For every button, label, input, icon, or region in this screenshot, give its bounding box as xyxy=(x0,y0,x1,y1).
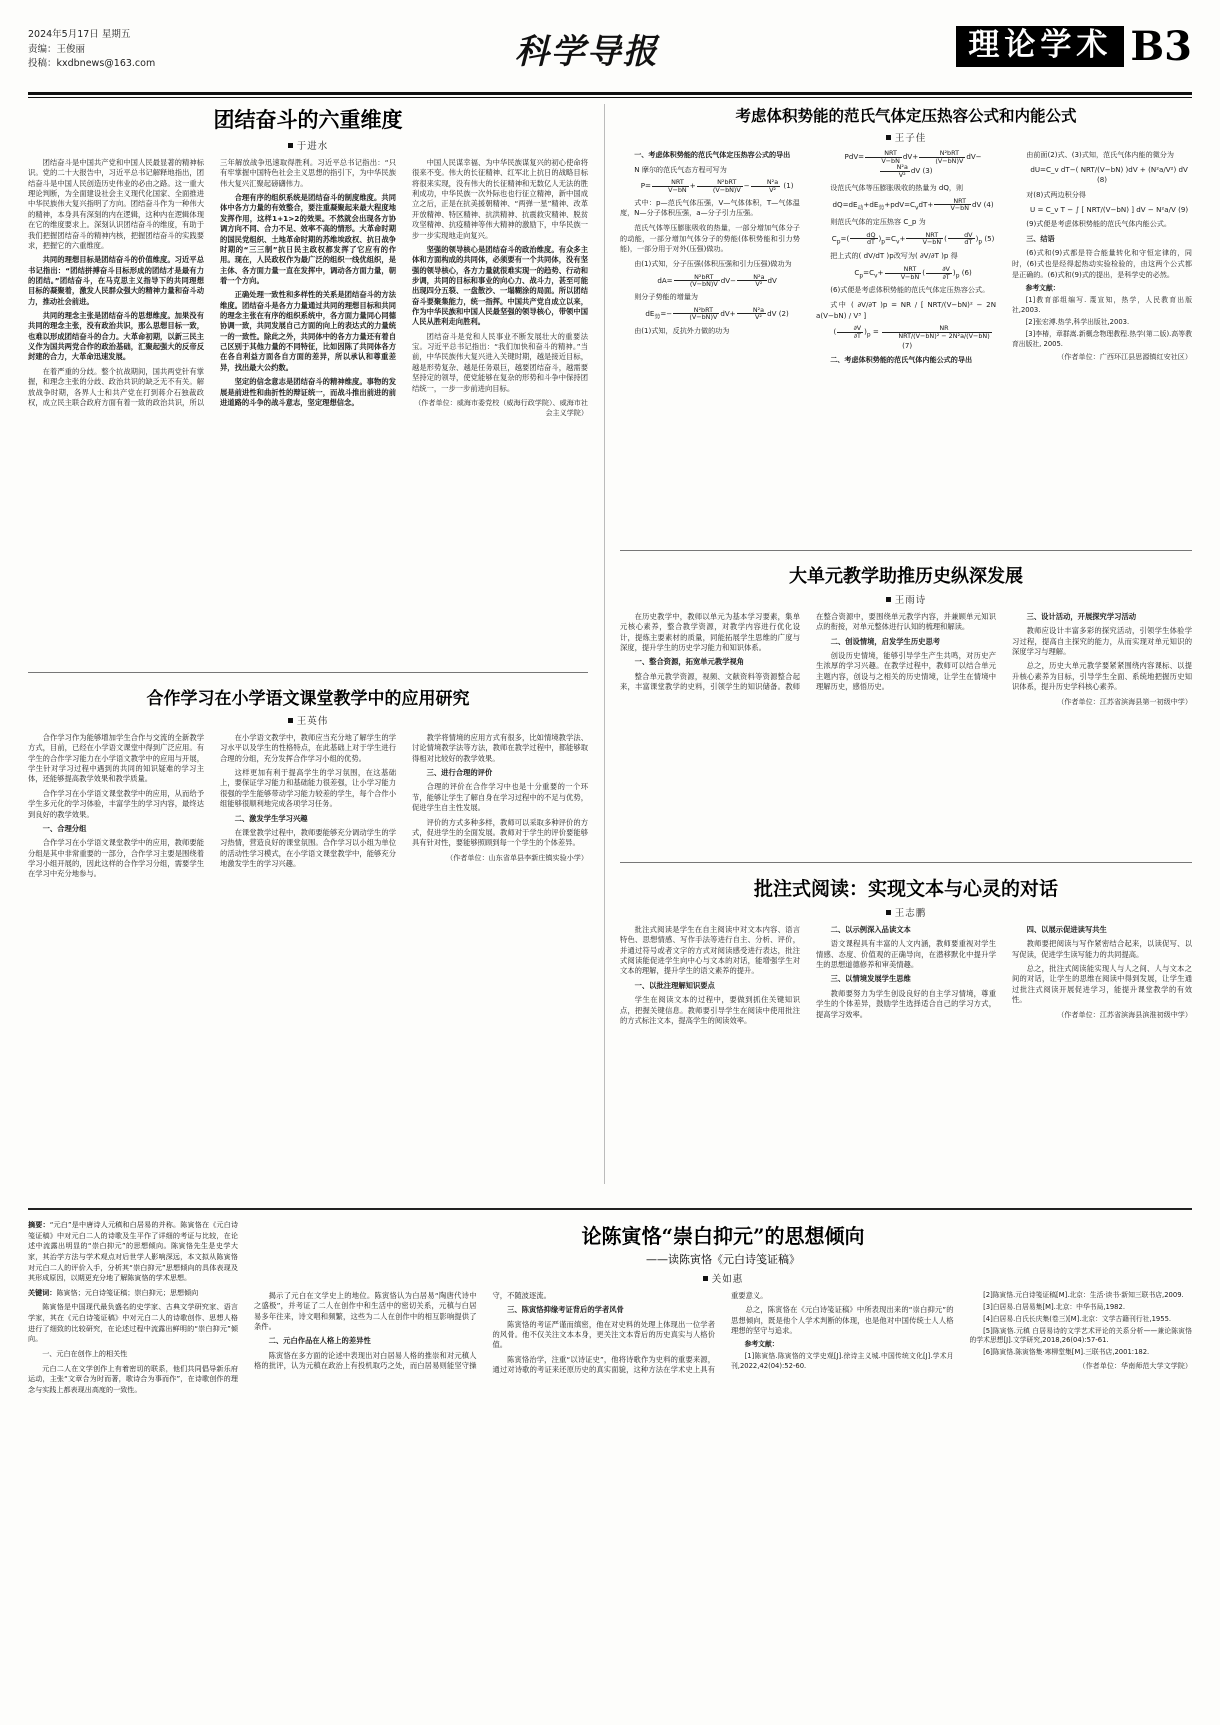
article-title: 考虑体积势能的范氏气体定压热容公式和内能公式 xyxy=(735,106,1077,125)
article-byline: 王志鹏 xyxy=(620,905,1192,919)
references: 参考文献： [1]教育部组编写. 蔑宣知，热学，人民教育出版社,2003. [2]张宏溥.热学,科学出版社,2003. [3]李椿，章群嵩.新概念物理教程.热学(第二版).高等教育出版社, 2005. xyxy=(1012,284,1192,348)
article-body: 批注式阅读是学生在自主阅读中对文本内容、语言特色、思想情感、写作手法等进行自主、分析、评价，并通过符号或者文字的方式对阅读感受进行表达，批注式阅读能促进学生向中心与文本的对话，能增强学生对文本的理解，提升学生的语文素养的提升。 一、以批注理解知识要点 学生在阅读文本的过程中，要做到抓住关键知识点，把握关键信息。教师要引导学生在阅读中使用批注的方式标注文本，提高学生的阅读效率。 二、以示例深入品读文本 语文课程具有丰富的人文内涵，教师要重视对学生情感、态度、价值观的正确导向，在潜移默化中提升学生的思想道德修养和审美情趣。 三、以情境发展学生思维 教师要努力为学生创设良好的自主学习情境，尊重学生的个体差异，鼓励学生选择适合自己的学习方式，提高学习效率。 四、以展示促进读写共生 教师要把阅读与写作紧密结合起来，以读促写、以写促读，促进学生读写能力的共同提高。 总之，批注式阅读能实现人与人之间、人与文本之间的对话，让学生的思维在阅读中得到发展，让学生通过批注式阅读开展促进学习，能提升课堂教学的有效性。 （作者单位：江苏省滨海县滨淮初级中学） xyxy=(620,925,1192,1025)
article-title: 大单元教学助推历史纵深发展 xyxy=(789,566,1023,587)
article-title: 团结奋斗的六重维度 xyxy=(213,107,403,132)
divider-a4-a5 xyxy=(620,862,1192,863)
equation-1: P= $\frac{\text{NRT}}{V-bN}$ + $\frac{\text{N²bRT}}{(V-bN)V}$ − $\frac{\text{N²a}}{\text{V²}}$ (1) xyxy=(640,178,794,194)
article-byline: 于进水 xyxy=(28,138,588,152)
article-pizhu-yuedu xyxy=(620,874,1192,1185)
article-title: 批注式阅读：实现文本与心灵的对话 xyxy=(753,878,1058,900)
equation-9: dU=C_v dT−( NRT/(V−bN) )dV + (N²a/V²) dV (8) xyxy=(1030,164,1188,185)
equation-5: $dQ=dE_动+dE_势+pdV=C_vdT+$ $\frac{\text{NRT}}{V-bN}$ dV (4) xyxy=(832,196,994,213)
equation-2: dA= $\frac{\text{N²bRT}}{(V-bN)V}$ dV− $\frac{\text{N²a}}{\text{V²}}$ dV xyxy=(657,272,777,289)
article-chen-yinke xyxy=(28,1220,1192,1711)
divider-a3-a4 xyxy=(620,550,1192,551)
article-body: 在历史教学中，教师以单元为基本学习要素，集单元核心素养，整合教学资源，对教学内容进行优化设计，提炼主要素材的质量，同能拓展学生思维的广度与深度，提升学生的历史学习能力和知识体系。 一、整合资源，拓宽单元教学视角 整合单元教学资源，视频、文献资料等资源整合起来，丰富课堂教学的史料，引领学生的知识储备。教师在整合资源中，要围绕单元教学内容，并兼顾单元知识点的衔接，对单元整体进行认知的梳理和解读。 二、创设情境，启发学生历史思考 创设历史情境，能够引导学生产生共鸣，对历史产生浓厚的学习兴趣。在教学过程中，教师可以结合单元主题内容，创设与之相关的历史情境，让学生在情境中理解历史，感悟历史。 三、设计活动，开展探究学习活动 教师应设计丰富多彩的探究活动，引领学生体验学习过程，提高自主探究的能力，从而实现对单元知识的深度学习与理解。 总之，历史大单元教学要紧紧围绕内容课标、以提升核心素养为目标，引导学生全面、系统地把握历史知识体系，提升历史学科核心素养。 （作者单位：江苏省滨海县第一初级中学） xyxy=(620,612,1192,706)
article-byline: 王雨诗 xyxy=(620,592,1192,606)
article-dadanyuan xyxy=(620,562,1192,852)
equation-4: PdV= $\frac{\text{NRT}}{V-bN}$ dV+ $\frac{\text{N²bRT}}{(V-bN)V}$ dV− $\frac{\text{N²a}}{\text{V²}}$ dV (3) xyxy=(844,149,982,180)
masthead-info xyxy=(28,26,155,72)
section-header xyxy=(956,22,1192,70)
article-body: 一、考虑体积势能的范氏气体定压热容公式的导出 N 摩尔的范氏气态方程可写为 P= $\frac{\text{NRT}}{V-bN}$ + $\frac{\text{N²bRT}}{(V-bN)V}$ − $\frac{\text{N²a}}{\text{V²}}$ (1) 式中：p—范氏气体压强，V—气体体积，T—气体温度，N—分子体积压强，a—分子引力压强。 范氏气体等压膨胀吸收的热量，一部分增加气体分子的动能，一部分增加气体分子的势能(体积势能和引力势能)，一部分用于对外(压强)做功。 由(1)式知，分子压强(体积压强和引力压强)做功为 dA= $\frac{\text{N²bRT}}{(V-bN)V}$ dV− $\frac{\text{N²a}}{\text{V²}}$ dV 则分子势能的增量为 $dE_势=-$ $\frac{\text{N²bRT}}{(V-bN)V}$ dV+ $\frac{\text{N²a}}{\text{V²}}$ dV (2) 由(1)式知，反抗外力做的功为 PdV= $\frac{\text{NRT}}{V-bN}$ dV+ $\frac{\text{N²bRT}}{(V-bN)V}$ dV− $\frac{\text{N²a}}{\text{V²}}$ dV (3) 设范氏气体等压膨胀吸收的热量为 dQ，则 $dQ=dE_动+dE_势+pdV=C_vdT+$ $\frac{\text{NRT}}{V-bN}$ dV (4) 则范氏气体的定压热容 C_p 为 $C_p=$( $\frac{dQ}{dT}$ )$_p=C_v+$ $\frac{\text{NRT}}{V-bN}$ ( $\frac{dV}{dT}$ )$_p$ (5) 把上式的( dV/dT )p改写为( ∂V/∂T )p 得 $C_p=C_v+$ $\frac{\text{NRT}}{V-bN}$ ( $\frac{\partial V}{\partial T}$ )$_p$ (6) (6)式便是考虑体积势能的范氏气体定压热容公式。 式中 ( ∂V/∂T )p = NR / [ NRT/(V−bN)² − 2N a(V−bN) / V³ ] ( $\frac{\partial V}{\partial T}$ )$_p$ = $\frac{NR}{\text{NRT/(V−bN)² − 2N²a/(V−bN)}}$ (7) 二、考虑体积势能的范氏气体内能公式的导出 由前面(2)式、(3)式知，范氏气体内能的微分为 dU=C_v dT−( NRT/(V−bN) )dV + (N²a/V²) dV (8) 对(8)式两边积分得 U = C_v T − ∫ [ NRT/(V−bN) ] dV − N²a/V (9) (9)式便是考虑体积势能的范氏气体内能公式。 三、结语 (6)式和(9)式都是符合能量转化和守恒定律的，同时，(6)式也是经得起热动实验检验的，由这两个公式都是正确的。(6)式和(9)式的提出，是科学史的必然。 参考文献： [1]教育部组编写. 蔑宣知，热学，人民教育出版社,2003. [2]张宏溥.热学,科学出版社,2003. [3]李椿，章群嵩.新概念物理教程.热学(第二版).高等教育出版社, 2005. （作者单位：广西环江县思源镇红安社区） xyxy=(620,149,1192,365)
equation-6: $C_p=$( $\frac{dQ}{dT}$ )$_p=C_v+$ $\frac{\text{NRT}}{V-bN}$ ( $\frac{dV}{dT}$ )$_p$ (5) xyxy=(831,230,995,247)
article-byline: 王英伟 xyxy=(28,713,588,727)
equation-3: $dE_势=-$ $\frac{\text{N²bRT}}{(V-bN)V}$ dV+ $\frac{\text{N²a}}{\text{V²}}$ dV (2) xyxy=(645,305,789,322)
article-fanshi-qiti xyxy=(620,104,1192,550)
submission-email: 投稿：kxdbnews@163.com xyxy=(28,58,156,70)
section-badge: 理论学术 xyxy=(956,26,1124,67)
article-hezuo-xuexi xyxy=(28,684,588,1203)
article-signature: （作者单位：江苏省滨海县第一初级中学） xyxy=(1057,696,1192,706)
abstract-text: 摘要：“元白”是中唐诗人元稹和白居易的并称。陈寅恪在《元白诗笺证稿》中对元白二人的诗歌及生平作了详细的考证与比较，在论述中流露出明显的“崇白抑元”的思想倾向。陈寅恪先生是史学大家，其治学方法与学术观点对后世学人影响深远，本文拟从陈寅恪对元白二人的评价入手，分析其“崇白抑元”思想倾向的具体表现及其形成原因，以期更充分地了解陈寅恪的学术思想。 xyxy=(28,1220,238,1283)
article-body: 团结奋斗是中国共产党和中国人民最显著的精神标识。党的二十大报告中，习近平总书记解释地指出，团结奋斗是中国人民创造历史伟业的必由之路。这一重大理论判断，为全面建设社会主义现代化国家、全面推进中华民族伟大复兴指明了方向。团结奋斗作为一种伟大的精神，本身具有深刻的内在逻辑，这种内在逻辑体现在它的维度要求上。深刻认识团结奋斗的维度，有助于我们把握团结奋斗的精神内核，把握团结奋斗的实践要求，把握它的六重维度。 共同的理想目标是团结奋斗的价值维度。习近平总书记指出：“团结拼搏奋斗目标形成的团结才是最有力的团结。”团结奋斗，在马克思主义指导下的共同理想目标的凝聚着，激发人民群众强大的精神力量和奋斗动力，推动社会前进。 共同的理念主张是团结奋斗的思想维度。加果没有共同的理念主张，没有政治共识，那么思想目标一致，也难以形成团结奋斗的合力。大革命初期，以新三民主义作为国共两党合作的政治基础，汇聚起强大的反帝反封建的合力，大革命迅速发展。 在着严重的分歧。整个抗战期间，国共两党针有掌握，和理念主张的分歧、政治共识的缺乏无不有关。解放战争时期，各界人士和共产党在打到蒋介石独裁政权，成立民主联合政府方面有着一致的政治共识，所以三年解放战争迅速取得胜利。习近平总书记指出：“只有牢掌握中国特色社会主义思想的指引下，为中华民族伟大复兴汇聚起磅礴伟力。 合理有序的组织系统是团结奋斗的制度维度。共同体中各方力量的有效整合，要注重凝聚起来最大程度地发挥作用，这样1+1>2的效果。不然就会出现各方协调方向不同、合力不足、效率不高的情形。大革命时期的国民党组织、土地革命时期的苏维埃政权、抗日战争时期的“三三制”抗日民主政权都发挥了它应有的作用。现在，人民政权作为最广泛的组织一线优组织，是主体、各方面力量一直在发挥中，调动各方面力量，朝着一个方向。 正确处理一致性和多样性的关系是团结奋斗的方法维度。团结奋斗是各方力量通过共同的理想目标和共同的理念主张在有序的组织系统中，各方面力量同心同德协调一致，共同发展自己方面的向上的表达式的力量统一的一致性。除此之外，共同体中的各方力量还有着自己区别于其他力量的不同特征，比如因陈了共同体各方在各自利益方面各自方面的差异，所以承认和尊重差异，找出最大公约数。 坚定的信念意志是团结奋斗的精神维度。事物的发展是前进性和曲折性的辩证统一，而战斗推出前进的前进道路的斗争的战斗意志，坚定理想信念。 中国人民谋幸福、为中华民族谋复兴的初心使命将很来不变。伟大的长征精神、红军北上抗日的战略目标将很来实现，没有伟大的长征精神和无数亿人无法的胜利成功，中华民族一次外际也也行征立精神，新中国成立之后，正是在抗美援朝精神、“两弹一星”精神、改革开放精神、特区精神、抗洪精神、抗震救灾精神、脱贫攻坚精神、抗疫精神等伟大精神的激励下，中华民族一步一步实现地走向复兴。 坚强的领导核心是团结奋斗的政治维度。有众多主体和方面构成的共同体，必须要有一个共同体，没有坚强的领导核心，各方力量就很难实现一的趋势、行动和步调，共同的目标和事业的向心力、战斗力，甚至可能出现四分五裂、一盘散沙、一塌糊涂的局面。所以团结奋斗要聚集能力，统一指挥。中国共产党自成立以来，作为中华民族和中国人民最坚强的领导核心，带领中国人民从胜利走向胜利。 团结奋斗是党和人民事业不断发展壮大的重要法宝。习近平总书记指出：“我们加快和奋斗的精神。”当前，中华民族伟大复兴进入关键时期，越是接近目标，越是形势复杂、越是任务艰巨，越要团结奋斗，越需要坚持定的领导，使党能够在复杂的形势和斗争中保持团结统一，一步一步前进向目标。 （作者单位：威海市委党校（威海行政学院）、威海市社会主义学院） xyxy=(28,158,588,417)
article-signature: （作者单位：山东省单县李新庄镇实验小学） xyxy=(446,852,588,862)
publish-date: 2024年5月17日 星期五 xyxy=(28,29,131,40)
article-signature: （作者单位：威海市委党校（威海行政学院）、威海市社会主义学院） xyxy=(414,397,588,417)
divider-bottom xyxy=(28,1208,1192,1210)
article-signature: （作者单位：华南师范大学文学院） xyxy=(1078,1361,1192,1371)
article-signature: （作者单位：广西环江县思源镇红安社区） xyxy=(1057,352,1192,362)
editor-line: 责编：王俊丽 xyxy=(28,43,86,55)
masthead-rule xyxy=(28,92,1192,95)
article-subtitle: ——读陈寅恪《元白诗笺证稿》 xyxy=(646,1253,800,1266)
article-signature: （作者单位：江苏省滨海县滨淮初级中学） xyxy=(1057,1009,1192,1019)
article-body: 揭示了元白在文学史上的地位。陈寅恪认为白居易“陶唐代诗中之盛极”，并考证了二人在创作中和生活中的密切关系，元稹与白居易多年往来，诗文唱和频繁，这些为二人在创作中的相互影响提供了条件。 二、元白作品在人格上的差异性 陈寅恪在多方面的论述中表现出对白居易人格的推崇和对元稹人格的批评，认为元稹在政治上有投机取巧之处，而白居易则能坚守操守，不随波逐流。 三、陈寅恪抑缘考证背后的学者风骨 陈寅恪的考证严谨而缜密，他在对史料的处理上体现出一位学者的风骨。他不仅关注文本本身，更关注文本背后的历史真实与人格价值。 陈寅恪治学，注重“以诗证史”，他将诗歌作为史料的重要来源，通过对诗歌的考证来还原历史的真实面貌，这种方法在学术史上具有重要意义。 总之，陈寅恪在《元白诗笺证稿》中所表现出来的“崇白抑元”的思想倾向，既是他个人学术判断的体现，也是他对中国传统士人人格理想的坚守与追求。 参考文献： [1]陈寅恪.陈寅恪的文学史观[J].徐诗主义城.中国传统文化[J].学术月刊,2022,42(04):52-60. [2]陈寅恪.元白诗笺证稿[M].北京：生活·读书·新知三联书店,2009. [3]白居易.白居易集[M].北京：中华书局,1982. [4]白居易.白氏长庆集(卷三)[M].北京：文学古籍刊行社,1955. [5]陈寅恪.元稹 白居易诗的文学艺术评论的关系分析——兼论陈寅恪的学术思想[J].文学研究,2018,26(04):57-61. [6]陈寅恪.陈寅恪集·寒柳堂集[M].三联书店,2001:182. （作者单位：华南师范大学文学院） xyxy=(254,1291,1192,1375)
page-number: B3 xyxy=(1130,22,1192,70)
masthead-rule-thin xyxy=(28,97,1192,98)
equation-8: ( $\frac{\partial V}{\partial T}$ )$_p$ = $\frac{NR}{\text{NRT/(V−bN)² − 2N²a/(V−bN)}}$ (7) xyxy=(833,324,990,350)
article-title: 合作学习在小学语文课堂教学中的应用研究 xyxy=(146,689,470,709)
equation-7: $C_p=C_v+$ $\frac{\text{NRT}}{V-bN}$ ( $\frac{\partial V}{\partial T}$ )$_p$ (6) xyxy=(854,264,972,281)
paper-name: 科学导报 xyxy=(514,32,659,72)
equation-10: U = C_v T − ∫ [ NRT/(V−bN) ] dV − N²a/V (9) xyxy=(1030,204,1189,214)
keywords: 关键词：陈寅恪；元白诗笺证稿；崇白抑元；思想倾向 xyxy=(28,1287,199,1297)
masthead xyxy=(28,22,1192,88)
article-body: 合作学习作为能够增加学生合作与交流的全新教学方式，目前，已经在小学语文课堂中得到广泛应用。有学生的合作学习能力在小学语文教学中的应用与开展，学生针对学习过程中遇到的共同的知识疑难的学习主体，还能够提高教学效果和教学质量。 合作学习在小学语文课堂教学中的应用，从而给予学生多元化的学习体验，丰富学生的学习内容，最终达到良好的教学效果。 一、合理分组 合作学习在小学语文课堂教学中的应用，教师要能分组是其中非常重要的一部分，合作学习主要是围绕着学习小组开展的，因此这样的合作学习分组，需要学生在学习中充分地参与。 在小学语文教学中，教师应当充分地了解学生的学习水平以及学生的性格特点，在此基础上对于学生进行合理的分组，充分发挥合作学习小组的优势。 这样更加有利于提高学生的学习氛围，在这基础上，要保证学习能力和基础能力很差强，让小学习能力很强的学生能够带动学习能力较差的学生，每个合作小组能够很顺利地完成各项学习任务。 二、激发学生学习兴趣 在课堂教学过程中，教师要能够充分调动学生的学习热情，营造良好的课堂氛围。合作学习以小组为单位的活动性学习模式，在小学语文课堂教学中，能够充分地激发学生的学习兴趣。 教学将情境的应用方式有很多，比如情境教学法、讨论情境教学法等方法，教师在教学过程中，都能够取得相对比较好的教学效果。 三、进行合理的评价 合理的评价在合作学习中也是十分重要的一个环节，能够让学生了解自身在学习过程中的不足与优势，促进学生自主性发展。 评价的方式多种多样，教师可以采取多种评价的方式，促进学生的全面发展。教师对于学生的评价要能够具有针对性，要能够照顾到每一个学生的个体差异。 （作者单位：山东省单县李新庄镇实验小学） xyxy=(28,733,588,879)
column-divider-main xyxy=(604,104,605,1184)
abstract-block: 摘要：“元白”是中唐诗人元稹和白居易的并称。陈寅恪在《元白诗笺证稿》中对元白二人的诗歌及生平作了详细的考证与比较，在论述中流露出明显的“崇白抑元”的思想倾向。陈寅恪先生是史学大家，其治学方法与学术观点对后世学人影响深远，本文拟从陈寅恪对元白二人的评价入手，分析其“崇白抑元”思想倾向的具体表现及其形成原因，以期更充分地了解陈寅恪的学术思想。 关键词：陈寅恪；元白诗笺证稿；崇白抑元；思想倾向 陈寅恪是中国现代最负盛名的史学家、古典文学研究家、语言学家，其在《元白诗笺证稿》中对元白二人的诗歌创作、思想人格进行了细致的比较研究，在论述过程中流露出鲜明的“崇白抑元”倾向。 一、元白在创作上的相关性 元白二人在文学创作上有着密切的联系，他们共同倡导新乐府运动，主张“文章合为时而著，歌诗合为事而作”，在诗歌创作的理念与实践上都表现出高度的一致性。 xyxy=(28,1220,238,1394)
article-title: 论陈寅恪“崇白抑元”的思想倾向 xyxy=(581,1224,865,1248)
references: 参考文献： [1]陈寅恪.陈寅恪的文学史观[J].徐诗主义城.中国传统文化[J].学术月刊,2022,42(04):52-60. [2]陈寅恪.元白诗笺证稿[M].北京：生活·读书·新知三联书店,2009. [3]白居易.白居易集[M].北京：中华书局,1982. [4]白居易.白氏长庆集(卷三)[M].北京：文学古籍刊行社,1955. [5]陈寅恪.元稹 白居易诗的文学艺术评论的关系分析——兼论陈寅恪的学术思想[J].文学研究,2018,26(04):57-61. [6]陈寅恪.陈寅恪集·寒柳堂集[M].三联书店,2001:182. xyxy=(731,1291,1192,1371)
article-tuanjie xyxy=(28,104,588,698)
article-byline: 关如惠 xyxy=(254,1271,1192,1285)
article-byline: 王子佳 xyxy=(620,130,1192,144)
